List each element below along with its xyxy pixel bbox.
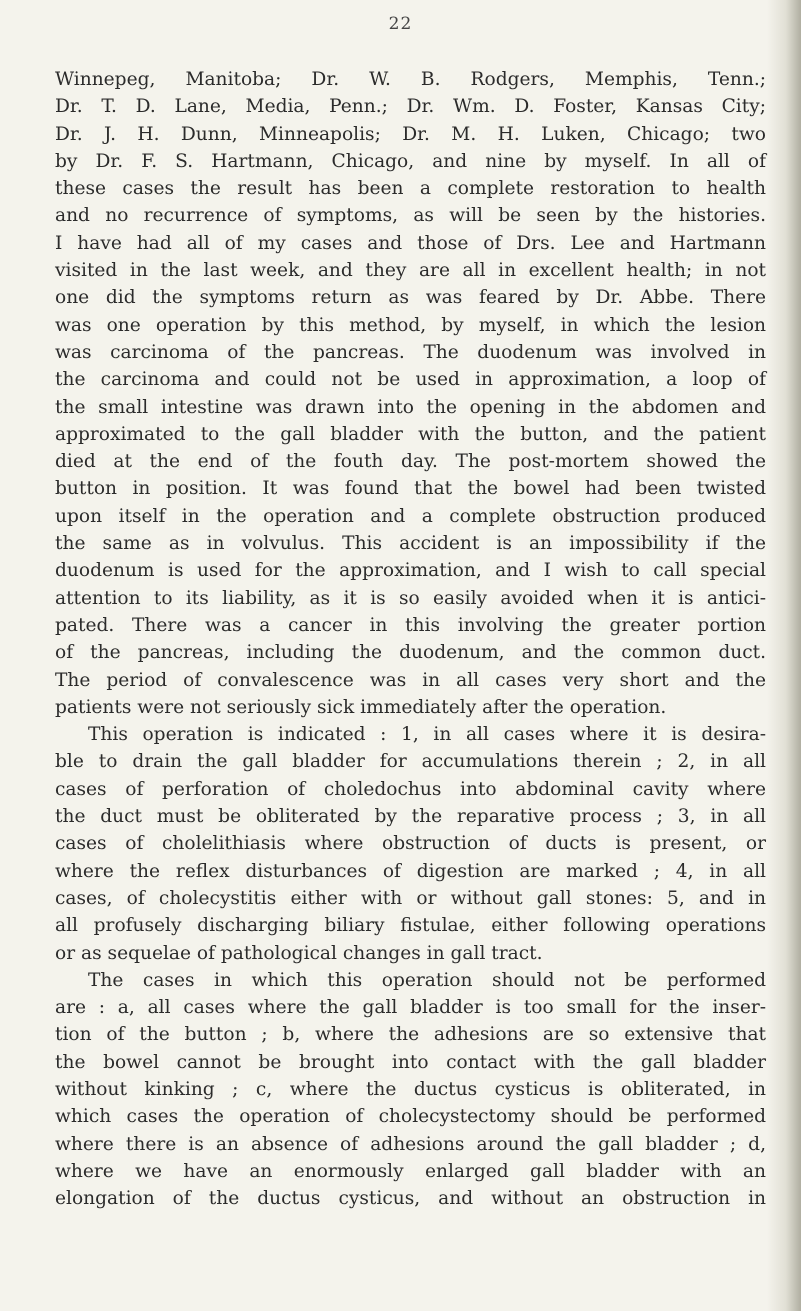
text-line: are : a, all cases where the gall bladder is too small for the inser- bbox=[55, 997, 766, 1019]
text-line: upon itself in the operation and a complete obstruction produced bbox=[55, 505, 766, 527]
text-line: patients were not seriously sick immediately after the operation. bbox=[55, 696, 667, 718]
text-line: was carcinoma of the pancreas. The duodenum was involved in bbox=[55, 341, 766, 363]
text-line: died at the end of the fouth day. The post-mortem showed the bbox=[55, 451, 766, 473]
text-line: pated. There was a cancer in this involving the greater portion bbox=[55, 614, 766, 636]
page-number: 22 bbox=[388, 14, 413, 34]
text-line: the duct must be obliterated by the reparative process ; 3, in all bbox=[55, 806, 766, 828]
text-line: one did the symptoms return as was feared by Dr. Abbe. There bbox=[55, 287, 766, 309]
text-line: without kinking ; c, where the ductus cysticus is obliterated, in bbox=[55, 1078, 766, 1100]
text-line: elongation of the ductus cysticus, and without an obstruction in bbox=[55, 1188, 766, 1210]
text-line: where there is an absence of adhesions around the gall bladder ; d, bbox=[55, 1133, 766, 1155]
text-line: tion of the button ; b, where the adhesions are so extensive that bbox=[55, 1024, 766, 1046]
text-line: by Dr. F. S. Hartmann, Chicago, and nine by myself. In all of bbox=[55, 150, 766, 172]
text-line: Dr. J. H. Dunn, Minneapolis; Dr. M. H. Luken, Chicago; two bbox=[55, 123, 766, 145]
text-line: which cases the operation of cholecystectomy should be performed bbox=[55, 1106, 766, 1128]
text-line: where we have an enormously enlarged gall bladder with an bbox=[55, 1160, 766, 1182]
text-line: and no recurrence of symptoms, as will be seen by the histories. bbox=[55, 205, 766, 227]
text-line: these cases the result has been a complete restoration to health bbox=[55, 178, 766, 200]
text-line: was one operation by this method, by myself, in which the lesion bbox=[55, 314, 766, 336]
text-line: The cases in which this operation should not be performed bbox=[88, 969, 766, 991]
text-line: Dr. T. D. Lane, Media, Penn.; Dr. Wm. D. Foster, Kansas City; bbox=[55, 96, 766, 118]
text-line: ble to drain the gall bladder for accumulations therein ; 2, in all bbox=[55, 751, 766, 773]
text-line: the bowel cannot be brought into contact with the gall bladder bbox=[55, 1051, 766, 1073]
text-line: visited in the last week, and they are all in excellent health; in not bbox=[55, 260, 766, 282]
text-line: I have had all of my cases and those of Drs. Lee and Hartmann bbox=[55, 232, 766, 254]
text-line: Winnepeg, Manitoba; Dr. W. B. Rodgers, Memphis, Tenn.; bbox=[55, 69, 766, 90]
text-line: where the reflex disturbances of digestion are marked ; 4, in all bbox=[55, 860, 766, 882]
text-line: This operation is indicated : 1, in all cases where it is desira- bbox=[88, 724, 766, 746]
text-line: the carcinoma and could not be used in approximation, a loop of bbox=[55, 369, 766, 391]
text-line: the small intestine was drawn into the opening in the abdomen and bbox=[55, 396, 766, 418]
text-line: of the pancreas, including the duodenum, and the common duct. bbox=[55, 642, 766, 664]
text-line: cases of cholelithiasis where obstruction of ducts is present, or bbox=[55, 833, 766, 855]
page-edge-shadow bbox=[767, 0, 801, 1311]
text-line: The period of convalescence was in all cases very short and the bbox=[55, 669, 766, 691]
text-line: the same as in volvulus. This accident is an impossibility if the bbox=[55, 533, 766, 555]
text-line: attention to its liability, as it is so easily avoided when it is antici- bbox=[55, 587, 766, 609]
body-text bbox=[55, 66, 766, 1212]
text-line: button in position. It was found that the bowel had been twisted bbox=[55, 478, 766, 500]
text-line: or as sequelae of pathological changes in gall tract. bbox=[55, 942, 543, 964]
text-line: cases, of cholecystitis either with or without gall stones: 5, and in bbox=[55, 887, 766, 909]
text-line: cases of perforation of choledochus into abdominal cavity where bbox=[55, 778, 766, 800]
text-line: all profusely discharging biliary fistulae, either following operations bbox=[55, 915, 766, 937]
text-line: approximated to the gall bladder with the button, and the patient bbox=[55, 423, 766, 445]
text-line: duodenum is used for the approximation, and I wish to call special bbox=[55, 560, 766, 582]
